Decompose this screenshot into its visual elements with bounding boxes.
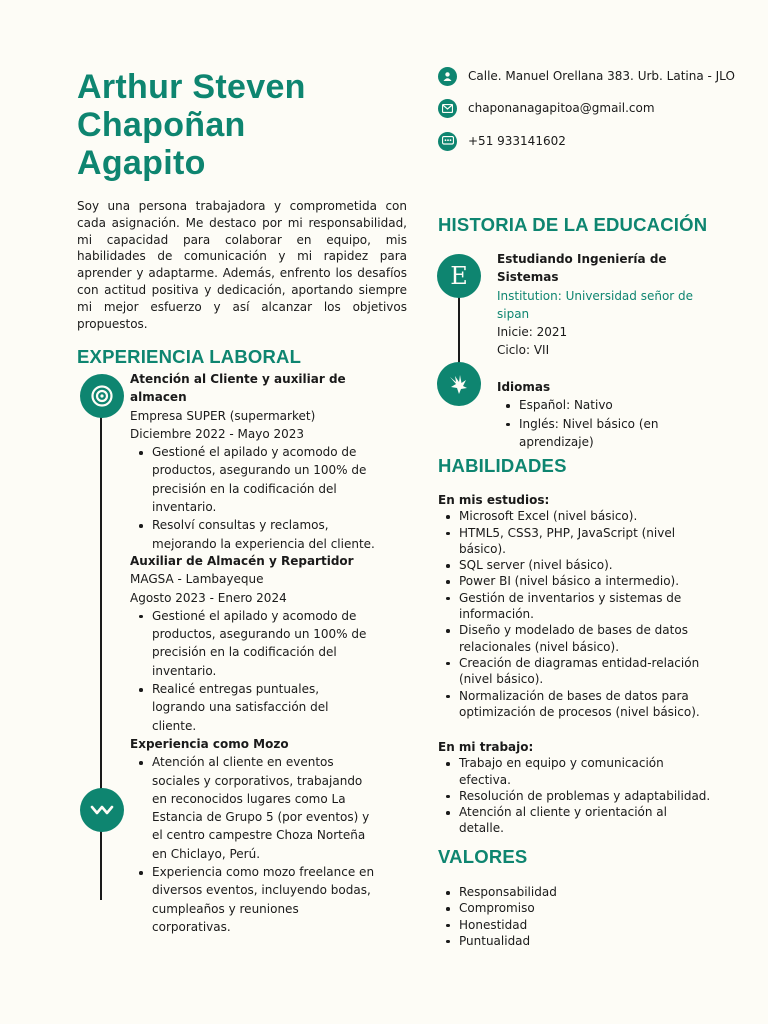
- job-2-bullet: Gestioné el apilado y acomodo de productos, asegurando un 100% de precisión en la codificación del inventario.: [130, 607, 370, 680]
- job-1-dates: Diciembre 2022 - Mayo 2023: [130, 426, 305, 441]
- skills-work-title: En mi trabajo:: [438, 740, 534, 754]
- skill-item: Power BI (nivel básico a intermedio).: [438, 573, 713, 589]
- job-1: [130, 370, 385, 553]
- job-1-bullet: Gestioné el apilado y acomodo de productos, asegurando un 100% de precisión en la codificación del inventario.: [130, 443, 385, 516]
- languages-circle: [437, 362, 481, 406]
- skills-studies: [438, 492, 713, 720]
- skill-item: Creación de diagramas entidad-relación (nivel básico).: [438, 655, 713, 688]
- profile-summary: Soy una persona trabajadora y comprometida con cada asignación. Me destaco por mi responsabilidad, mi capacidad para colaborar en equipo, mis habilidades de comunicación y mi rapidez para aprender y adaptarme. Además, enfrento los desafíos con actitud positiva y dedicación, aportando siempre mi mejor esfuerzo y así alcanzar los objetivos propuestos.: [77, 199, 407, 331]
- job-2-company: MAGSA - Lambayeque: [130, 572, 264, 587]
- job-2-dates: Agosto 2023 - Enero 2024: [130, 590, 287, 605]
- skills-title: HABILIDADES: [438, 455, 567, 476]
- experience-title: EXPERIENCIA LABORAL: [77, 346, 302, 367]
- skill-item: Diseño y modelado de bases de datos relacionales (nivel básico).: [438, 622, 713, 655]
- skill-item: SQL server (nivel básico).: [438, 557, 713, 573]
- languages-entry: [497, 378, 677, 451]
- zigzag-icon: [90, 798, 114, 822]
- education-institution: Institution: Universidad señor de sipan: [497, 288, 694, 321]
- email-text[interactable]: chaponanagapitoa@gmail.com: [468, 101, 655, 115]
- contact-address: [438, 66, 735, 86]
- email-icon: [438, 99, 457, 118]
- job-3-bullet: Experiencia como mozo freelance en diversos eventos, incluyendo bodas, cumpleaños y reuniones corporativas.: [130, 863, 380, 936]
- education-circle: [437, 254, 481, 298]
- value-item: Compromiso: [438, 900, 638, 916]
- letter-e-icon: E: [450, 262, 468, 290]
- name-line-2: Chapoñan: [77, 106, 246, 144]
- language-item: Inglés: Nivel básico (en aprendizaje): [497, 415, 677, 452]
- education-degree: Estudiando Ingeniería de Sistemas: [497, 252, 667, 285]
- skill-item: Microsoft Excel (nivel básico).: [438, 508, 713, 524]
- skill-item: Atención al cliente y orientación al detalle.: [438, 804, 713, 837]
- values-list: [438, 884, 638, 949]
- education-entry: [497, 250, 707, 360]
- address-text: Calle. Manuel Orellana 383. Urb. Latina - JLO: [468, 69, 735, 83]
- name-line-3: Agapito: [77, 144, 206, 182]
- job-1-role: Atención al Cliente y auxiliar de almacen: [130, 372, 346, 405]
- language-item: Español: Nativo: [497, 396, 677, 414]
- skills-work: [438, 739, 713, 837]
- education-title: HISTORIA DE LA EDUCACIÓN: [438, 214, 708, 235]
- skill-item: Resolución de problemas y adaptabilidad.: [438, 788, 713, 804]
- job-1-company: Empresa SUPER (supermarket): [130, 408, 316, 423]
- contact-phone[interactable]: [438, 131, 566, 151]
- job-2-role: Auxiliar de Almacén y Repartidor: [130, 554, 354, 568]
- job-3-circle: [80, 788, 124, 832]
- languages-title: Idiomas: [497, 380, 551, 394]
- skill-item: HTML5, CSS3, PHP, JavaScript (nivel básico).: [438, 525, 713, 558]
- job-1-circle: [80, 374, 124, 418]
- skill-item: Trabajo en equipo y comunicación efectiva.: [438, 755, 713, 788]
- person-icon: [438, 67, 457, 86]
- values-title: VALORES: [438, 846, 528, 867]
- name-line-1: Arthur Steven: [77, 68, 306, 106]
- target-icon: [90, 384, 114, 408]
- job-2-bullet: Realicé entregas puntuales, logrando una satisfacción del cliente.: [130, 680, 370, 735]
- value-item: Honestidad: [438, 917, 638, 933]
- education-cycle: Ciclo: VII: [497, 343, 550, 358]
- phone-text[interactable]: +51 933141602: [468, 134, 566, 148]
- contact-email[interactable]: [438, 98, 655, 118]
- value-item: Responsabilidad: [438, 884, 638, 900]
- job-3-role: Experiencia como Mozo: [130, 737, 289, 751]
- skills-studies-title: En mis estudios:: [438, 493, 550, 507]
- job-3-bullet: Atención al cliente en eventos sociales y corporativos, trabajando en reconocidos lugares como La Estancia de Grupo 5 (por eventos) y el centro campestre Choza Norteña en Chiclayo, Perú.: [130, 753, 380, 863]
- education-start: Inicie: 2021: [497, 325, 568, 340]
- full-name: [77, 68, 407, 182]
- job-3: [130, 735, 380, 936]
- skill-item: Gestión de inventarios y sistemas de información.: [438, 590, 713, 623]
- value-item: Puntualidad: [438, 933, 638, 949]
- skill-item: Normalización de bases de datos para optimización de procesos (nivel básico).: [438, 688, 713, 721]
- job-2: [130, 552, 370, 735]
- chat-icon: [438, 132, 457, 151]
- job-1-bullet: Resolví consultas y reclamos, mejorando la experiencia del cliente.: [130, 516, 385, 553]
- eagle-icon: [446, 371, 472, 397]
